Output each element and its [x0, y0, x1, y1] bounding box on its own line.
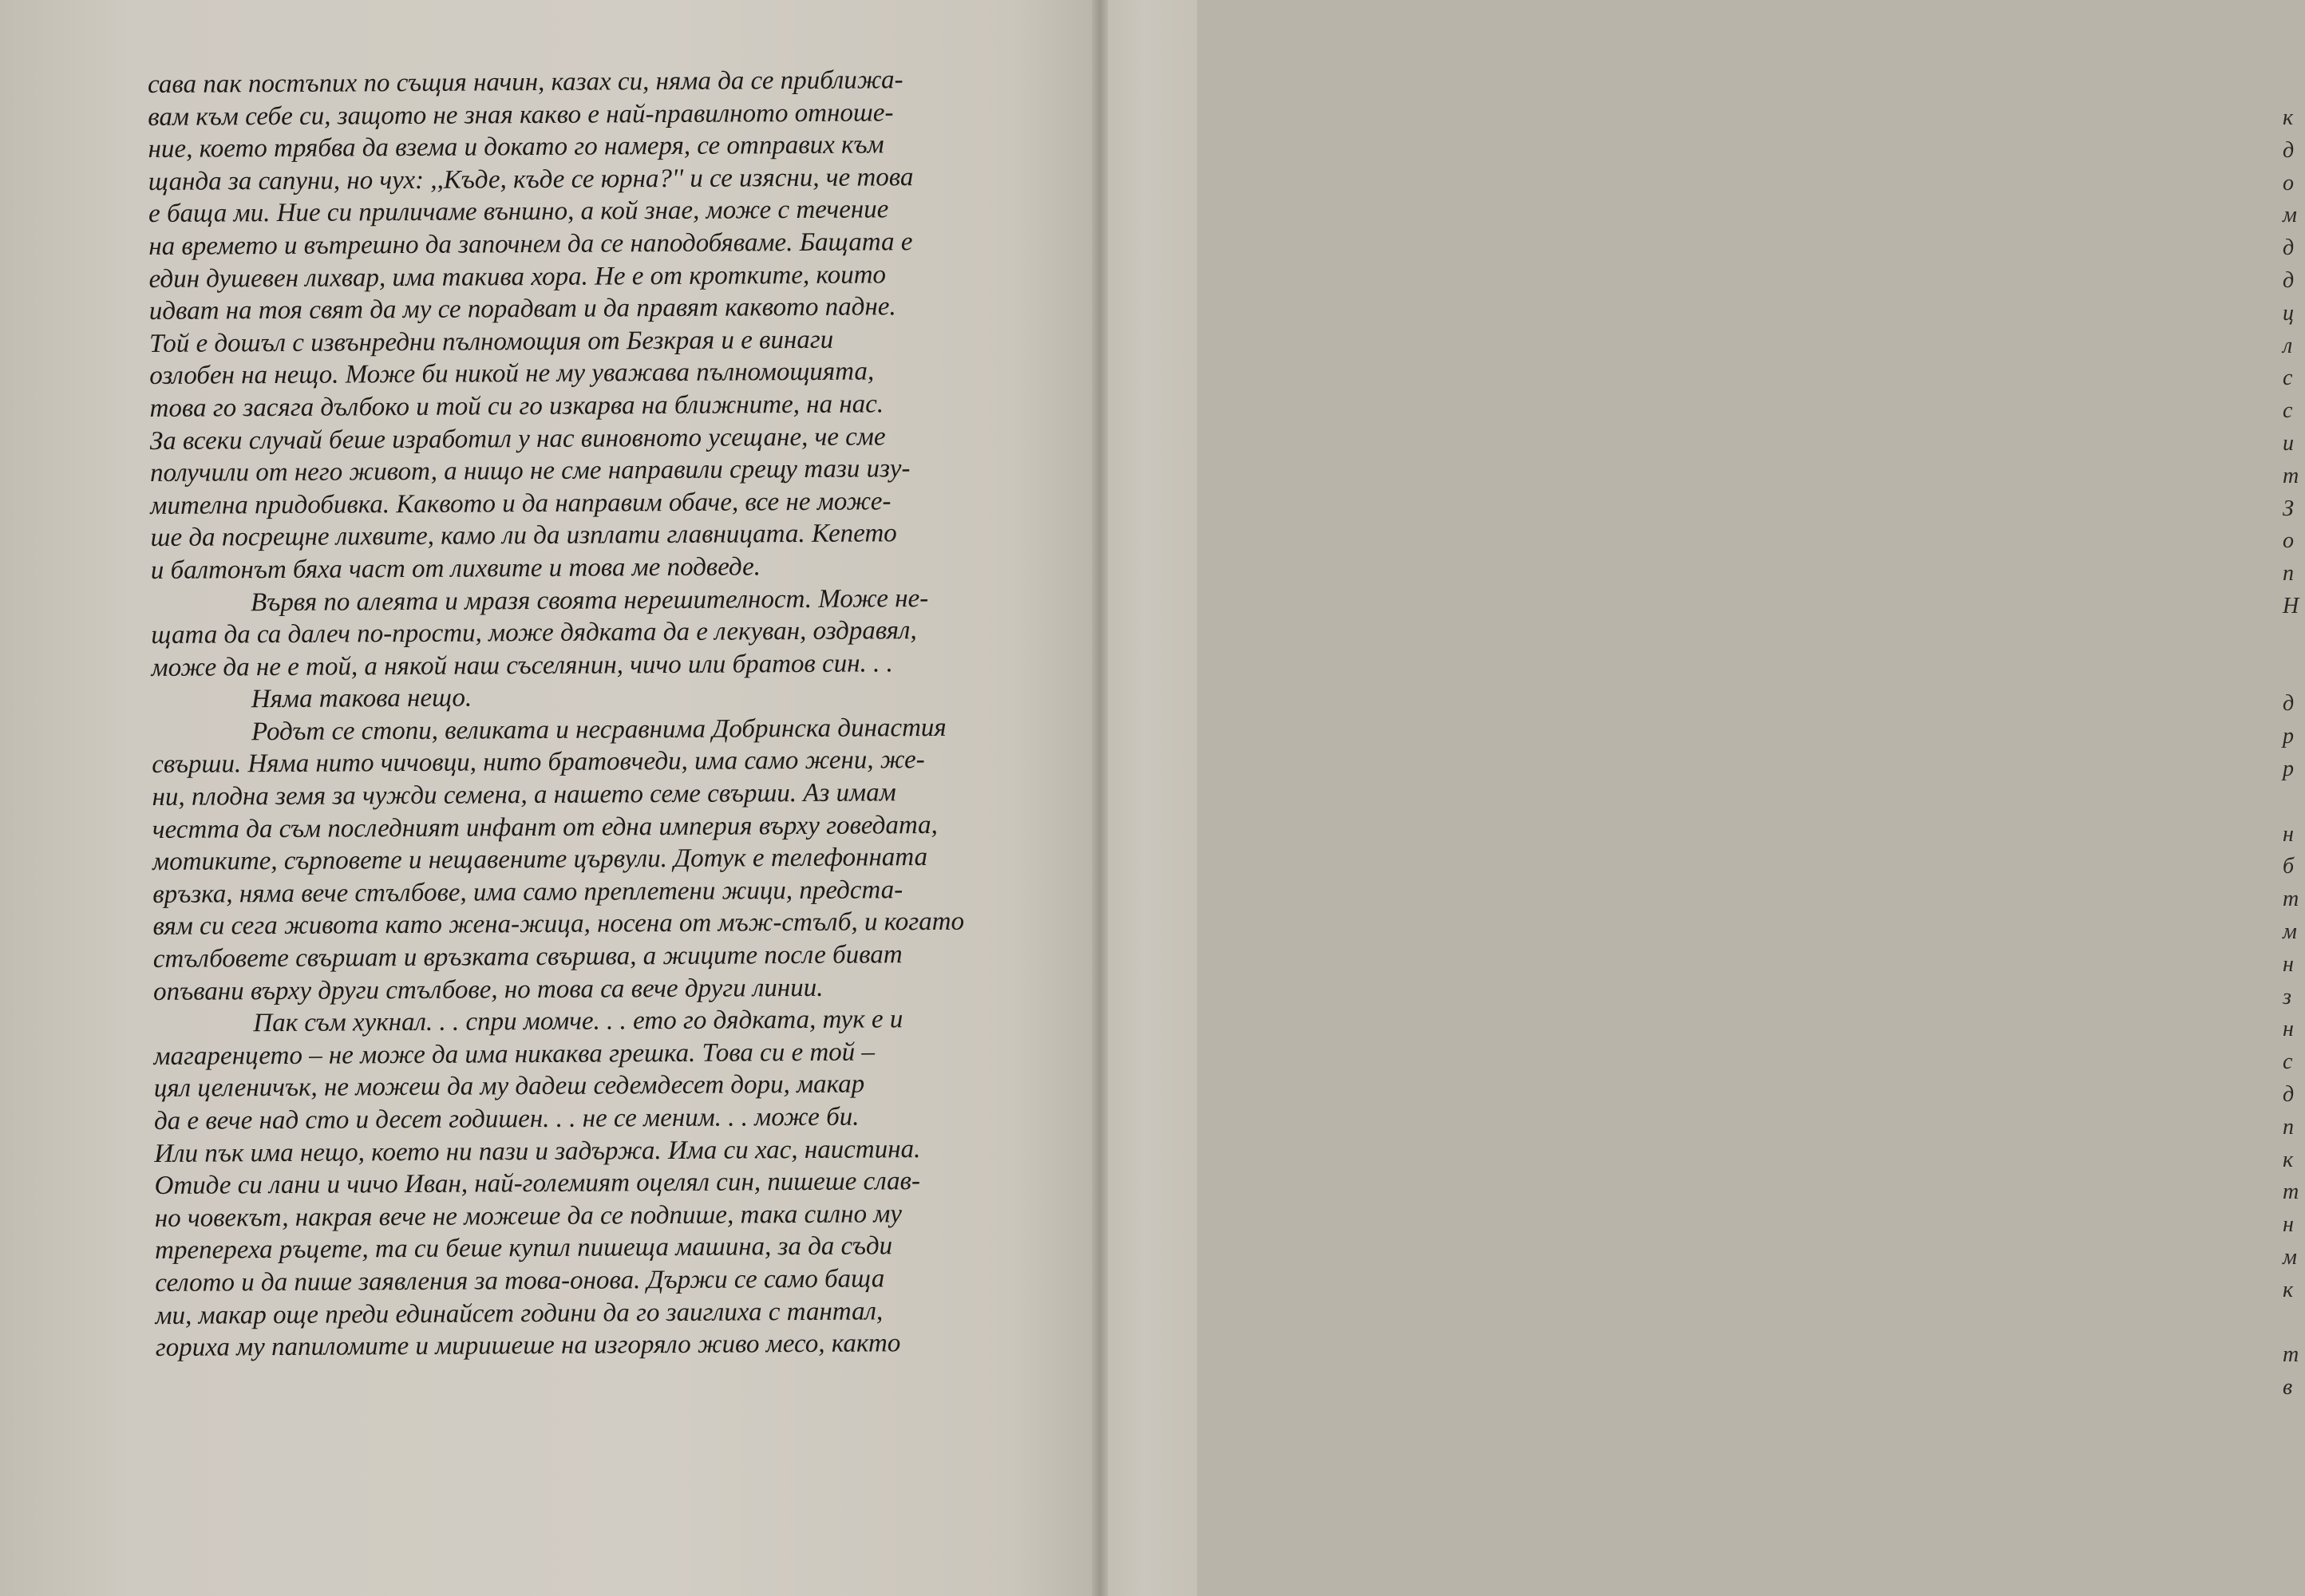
right-page-letter: д	[2283, 235, 2295, 261]
text-line: Вървя по алеята и мразя своята нерешителност. Може не-	[250, 583, 929, 617]
right-page-letter: м	[2283, 203, 2297, 228]
right-page-letter: З	[2283, 496, 2294, 521]
text-line: цял целеничък, не можеш да му дадеш седемдесет дори, макар	[153, 1069, 865, 1104]
text-line: За всеки случай беше изработил у нас виновното усещане, че сме	[149, 421, 886, 456]
text-line: трепереха ръцете, та си беше купил пишеща машина, за да съди	[154, 1231, 893, 1266]
right-page-letter: б	[2283, 854, 2295, 879]
right-page-letter: т	[2283, 887, 2299, 912]
text-line: свърши. Няма нито чичовци, нито братовчеди, има само жени, же-	[152, 745, 925, 780]
text-line: гориха му папиломите и миришеше на изгоряло живо месо, както	[155, 1329, 901, 1363]
text-line: и балтонът бяха част от лихвите и това ме подведе.	[150, 552, 761, 585]
right-page-letter	[2283, 1306, 2305, 1339]
right-page-letter: Н	[2283, 593, 2299, 618]
right-page-letter: д	[2283, 691, 2295, 717]
text-line: един душевен лихвар, има такива хора. Не е от кротките, които	[148, 259, 887, 294]
right-page-letter: т	[2283, 463, 2299, 488]
right-page-letter: н	[2283, 951, 2294, 977]
text-line: Отиде си лани и чичо Иван, най-големият оцелял син, пишеше слав-	[154, 1167, 920, 1201]
right-page-letter: в	[2283, 1375, 2293, 1400]
right-page-letter: н	[2283, 1017, 2294, 1042]
right-page-letter: о	[2283, 528, 2294, 554]
text-line: е баща ми. Ние си приличаме външно, а кой знае, може с течение	[148, 195, 889, 229]
right-page-letter: к	[2283, 1277, 2294, 1302]
right-page-letters	[2283, 102, 2305, 1404]
text-line: да е вече над сто и десет годишен. . . не се меним. . . може би.	[153, 1102, 860, 1136]
right-page-letter	[2283, 623, 2305, 656]
right-page-letter: р	[2283, 724, 2294, 749]
right-page-letter: л	[2283, 333, 2293, 358]
text-line: магаренцето – не може да има никаква грешка. Това си е той –	[153, 1037, 876, 1071]
right-page-letter: м	[2283, 1244, 2297, 1270]
text-line: идват на тоя свят да му се порадват и да правят каквото падне.	[148, 292, 896, 326]
text-line: ми, макар още преди единайсет години да го заиглиха с тантал,	[155, 1296, 884, 1330]
text-line: мотиките, сърповете и нещавените цървули. Дотук е телефонната	[152, 843, 928, 877]
text-line: на времето и вътрешно да започнем да се наподобяваме. Бащата е	[148, 227, 913, 261]
right-page-letter: к	[2283, 105, 2294, 130]
text-line: Родът се стопи, великата и несравнима Добринска династия	[251, 713, 947, 747]
right-page-letter: з	[2283, 984, 2291, 1009]
text-line: Пак съм хукнал. . . спри момче. . . ето го дядката, тук е и	[253, 1005, 903, 1038]
right-page-letter: ц	[2283, 300, 2294, 326]
text-line: озлобен на нещо. Може би никой не му уважава пълномощията,	[149, 357, 875, 391]
text-line: щанда за сапуни, но чух: ,,Къде, къде се юрна?'' и се изясни, че това	[148, 162, 914, 196]
text-line: може да не е той, а някой наш съселянин, чичо или братов син. . .	[151, 648, 893, 682]
text-line: сава пак постъпих по същия начин, казах си, няма да се приближа-	[148, 65, 903, 99]
right-page-letter: т	[2283, 1342, 2299, 1368]
text-line: Няма такова нещо.	[251, 683, 472, 714]
body-text	[148, 63, 1097, 1365]
text-line: селото и да пише заявления за това-онова. Държи се само баща	[155, 1264, 885, 1298]
text-line: Той е дошъл с извънредни пълномощия от Безкрая и е винаги	[148, 325, 834, 358]
right-page-letter: с	[2283, 1049, 2293, 1075]
right-page-letter: п	[2283, 561, 2294, 587]
right-page-letter: д	[2283, 137, 2295, 163]
text-line: опъвани върху други стълбове, но това са вече други линии.	[152, 973, 824, 1006]
text-line: ние, което трябва да взема и докато го намеря, се отправих към	[148, 130, 884, 164]
right-page-letter: т	[2283, 1179, 2299, 1205]
right-page-letter: н	[2283, 1212, 2294, 1238]
text-line: Или пък има нещо, което ни пази и задържа. Има си хас, наистина.	[154, 1134, 921, 1168]
text-line: стълбовете свършат и връзката свършва, а жиците после биват	[152, 940, 903, 974]
text-line: вям си сега живота като жена-жица, носена от мъж-стълб, и когато	[152, 907, 965, 942]
text-line: щата да са далеч по-прости, може дядката да е лекуван, оздравял,	[151, 616, 917, 650]
text-line: честта да съм последният инфант от една империя върху говедата,	[152, 810, 938, 844]
right-page-letter: м	[2283, 918, 2297, 944]
right-page-letter	[2283, 786, 2305, 819]
book-gutter	[1092, 0, 1108, 1596]
text-line: ше да посрещне лихвите, камо ли да изплати главницата. Кепето	[150, 519, 897, 553]
right-page-letter: д	[2283, 267, 2295, 293]
text-line: мителна придобивка. Каквото и да направим обаче, все не може-	[150, 487, 892, 520]
right-page-letter: п	[2283, 1114, 2294, 1140]
right-page-letter: с	[2283, 398, 2293, 424]
right-page-edge	[1108, 0, 2299, 1596]
right-page-letter: с	[2283, 365, 2293, 391]
text-line: това го засяга дълбоко и той си го изкарва на ближните, на нас.	[149, 389, 884, 423]
right-page-letter: д	[2283, 1081, 2295, 1107]
right-page-letter: и	[2283, 430, 2294, 456]
text-line: връзка, няма вече стълбове, има само преплетени жици, предста-	[152, 875, 903, 909]
text-line: получили от него живот, а нищо не сме направили срещу тази изу-	[149, 454, 911, 488]
right-page-letter	[2283, 656, 2305, 689]
right-page-letter: о	[2283, 170, 2294, 196]
right-page-letter: н	[2283, 821, 2294, 847]
right-page-letter: р	[2283, 756, 2294, 781]
left-page	[0, 0, 1100, 1596]
text-line: ни, плодна земя за чужди семена, а нашето семе свърши. Аз имам	[152, 778, 896, 812]
text-line: вам към себе си, защото не зная какво е най-правилното отноше-	[148, 97, 894, 132]
right-page-letter: к	[2283, 1147, 2294, 1172]
text-line: но човекът, накрая вече не можеше да се подпише, така силно му	[154, 1199, 903, 1233]
